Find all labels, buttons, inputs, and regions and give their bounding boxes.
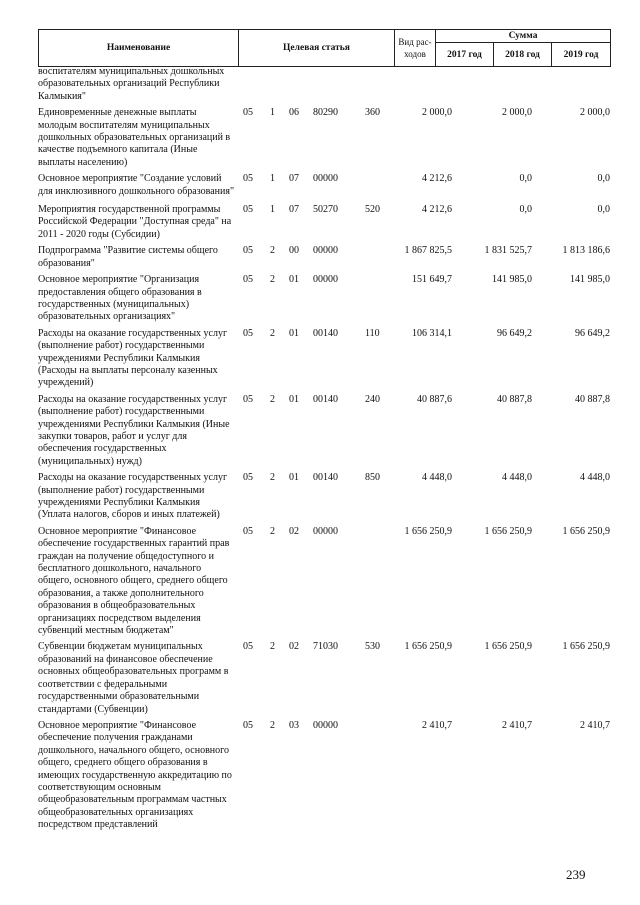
- row-sum-2018: 1 656 250,9: [484, 641, 532, 653]
- row-code-event: 00: [289, 245, 299, 257]
- table-row: [38, 472, 610, 522]
- row-name: Субвенции бюджетам муниципальных образований на финансовое обеспечение основных общеобразовательных программ в соответствии с федеральными государственными образовательными стандартами (Субвенции): [38, 641, 229, 715]
- table-row: [38, 720, 610, 832]
- row-code-event: 03: [289, 719, 299, 731]
- row-code-program: 05: [243, 393, 253, 405]
- row-code-subprogram: 2: [270, 719, 275, 731]
- row-name: Подпрограмма "Развитие системы общего образования": [38, 245, 218, 269]
- row-code-program: 05: [243, 327, 253, 339]
- row-code-direction: 00000: [313, 719, 338, 731]
- row-sum-2019: 1 656 250,9: [562, 525, 610, 537]
- row-sum-2017: 4 448,0: [422, 472, 452, 484]
- row-sum-2018: 2 000,0: [502, 107, 532, 119]
- row-sum-2017: 2 410,7: [422, 719, 452, 731]
- row-name: Мероприятия государственной программы Российской Федерации "Доступная среда" на 2011 - 2020 годы (Субсидии): [38, 204, 232, 240]
- row-code-subprogram: 2: [270, 245, 275, 257]
- row-code-program: 05: [243, 245, 253, 257]
- row-name: Расходы на оказание государственных услуг (выполнение работ) государственными учреждениями Республики Калмыкия (Расходы на выплаты персоналу казенных учреждений): [38, 327, 228, 389]
- table-header: [38, 29, 611, 67]
- table-row: [38, 641, 610, 715]
- row-name: Основное мероприятие "Организация предоставления общего образования в государственных (муниципальных) образовательных организациях": [38, 274, 202, 323]
- table-body: [38, 66, 610, 836]
- table-row: [38, 328, 610, 390]
- row-sum-2018: 96 649,2: [497, 327, 532, 339]
- row-sum-2017: 4 212,6: [422, 173, 452, 185]
- row-sum-2018: 2 410,7: [502, 719, 532, 731]
- row-expense-type: 360: [365, 107, 380, 119]
- row-code-direction: 71030: [313, 641, 338, 653]
- row-code-direction: 50270: [313, 204, 338, 216]
- row-code-direction: 00140: [313, 472, 338, 484]
- row-sum-2017: 1 656 250,9: [404, 641, 452, 653]
- row-sum-2019: 0,0: [597, 173, 610, 185]
- row-code-program: 05: [243, 719, 253, 731]
- row-name: Единовременные денежные выплаты молодым воспитателям муниципальных дошкольных образовательных организаций в качестве подъемного капитала (Иные выплаты населению): [38, 107, 231, 168]
- row-sum-2018: 0,0: [519, 204, 532, 216]
- row-expense-type: 240: [365, 393, 380, 405]
- row-sum-2018: 4 448,0: [502, 472, 532, 484]
- row-name: Основное мероприятие "Финансовое обеспечение получения гражданами дошкольного, начального общего, основного общего, среднего общего образования в имеющих государственную аккредитацию по соответствующим основным общеобразовательным программам частных общеобразовательных организациях посредством представлений: [38, 719, 232, 831]
- row-code-event: 01: [289, 327, 299, 339]
- row-code-program: 05: [243, 274, 253, 286]
- row-code-subprogram: 2: [270, 393, 275, 405]
- row-expense-type: 530: [365, 641, 380, 653]
- row-sum-2019: 40 887,8: [575, 393, 610, 405]
- row-code-event: 01: [289, 393, 299, 405]
- row-code-program: 05: [243, 525, 253, 537]
- row-sum-2019: 141 985,0: [570, 274, 610, 286]
- row-code-event: 06: [289, 107, 299, 119]
- row-code-direction: 00000: [313, 525, 338, 537]
- row-code-subprogram: 1: [270, 173, 275, 185]
- row-code-subprogram: 2: [270, 525, 275, 537]
- row-expense-type: 850: [365, 472, 380, 484]
- row-name: Расходы на оказание государственных услуг (выполнение работ) государственными учреждениями Республики Калмыкия (Уплата налогов, сборов и иных платежей): [38, 472, 228, 521]
- row-code-subprogram: 2: [270, 274, 275, 286]
- row-sum-2017: 40 887,6: [417, 393, 452, 405]
- row-expense-type: 520: [365, 204, 380, 216]
- row-code-direction: 00000: [313, 274, 338, 286]
- row-sum-2019: 2 000,0: [580, 107, 610, 119]
- row-name: воспитателям муниципальных дошкольных образовательных организаций Республики Калмыкия": [38, 66, 225, 102]
- row-sum-2018: 1 831 525,7: [484, 245, 532, 257]
- row-code-direction: 00140: [313, 393, 338, 405]
- row-code-program: 05: [243, 472, 253, 484]
- row-code-direction: 80290: [313, 107, 338, 119]
- row-code-event: 02: [289, 525, 299, 537]
- header-year-2019: 2019 год: [552, 43, 611, 67]
- row-sum-2019: 4 448,0: [580, 472, 610, 484]
- row-code-program: 05: [243, 173, 253, 185]
- row-code-subprogram: 2: [270, 327, 275, 339]
- header-target-article: Целевая статья: [239, 30, 395, 67]
- row-sum-2018: 40 887,8: [497, 393, 532, 405]
- row-code-subprogram: 2: [270, 472, 275, 484]
- row-code-subprogram: 1: [270, 204, 275, 216]
- row-name: Основное мероприятие "Финансовое обеспечение государственных гарантий прав граждан на получение общедоступного и бесплатного дошкольного, начального общего, основного общего, среднего общего образования, а также дополнительного образования в общеобразовательных организациях посредством выделения субвенций местным бюджетам": [38, 525, 230, 637]
- row-code-direction: 00000: [313, 173, 338, 185]
- row-code-direction: 00000: [313, 245, 338, 257]
- row-sum-2017: 1 867 825,5: [404, 245, 452, 257]
- table-row: [38, 526, 610, 638]
- header-name: Наименование: [39, 30, 239, 67]
- header-year-2017: 2017 год: [436, 43, 494, 67]
- row-code-event: 01: [289, 472, 299, 484]
- row-code-direction: 00140: [313, 327, 338, 339]
- header-sum: Сумма: [436, 30, 611, 43]
- row-code-subprogram: 1: [270, 107, 275, 119]
- page-number: 239: [566, 867, 586, 882]
- row-sum-2017: 4 212,6: [422, 204, 452, 216]
- row-sum-2018: 0,0: [519, 173, 532, 185]
- row-sum-2019: 1 656 250,9: [562, 641, 610, 653]
- row-expense-type: 110: [365, 327, 380, 339]
- row-code-program: 05: [243, 204, 253, 216]
- row-code-event: 01: [289, 274, 299, 286]
- row-sum-2018: 141 985,0: [492, 274, 532, 286]
- header-expense-type: Вид рас-ходов: [395, 30, 436, 67]
- row-name: Основное мероприятие "Создание условий для инклюзивного дошкольного образования": [38, 173, 235, 197]
- row-sum-2019: 0,0: [597, 204, 610, 216]
- table-row: [38, 173, 610, 198]
- row-sum-2017: 1 656 250,9: [404, 525, 452, 537]
- table-row: [38, 66, 610, 103]
- row-code-subprogram: 2: [270, 641, 275, 653]
- row-code-program: 05: [243, 641, 253, 653]
- table-row: [38, 107, 610, 169]
- row-sum-2017: 106 314,1: [412, 327, 452, 339]
- row-sum-2019: 96 649,2: [575, 327, 610, 339]
- row-sum-2019: 2 410,7: [580, 719, 610, 731]
- row-sum-2019: 1 813 186,6: [562, 245, 610, 257]
- row-sum-2017: 2 000,0: [422, 107, 452, 119]
- row-sum-2017: 151 649,7: [412, 274, 452, 286]
- row-code-event: 02: [289, 641, 299, 653]
- header-year-2018: 2018 год: [494, 43, 552, 67]
- table-row: [38, 204, 610, 241]
- row-name: Расходы на оказание государственных услуг (выполнение работ) государственными учреждениями Республики Калмыкия (Иные закупки товаров, работ и услуг для обеспечения государственных (муниципальных) нужд): [38, 393, 230, 467]
- table-row: [38, 245, 610, 270]
- row-code-event: 07: [289, 204, 299, 216]
- row-code-event: 07: [289, 173, 299, 185]
- row-sum-2018: 1 656 250,9: [484, 525, 532, 537]
- table-row: [38, 274, 610, 324]
- table-row: [38, 394, 610, 468]
- row-code-program: 05: [243, 107, 253, 119]
